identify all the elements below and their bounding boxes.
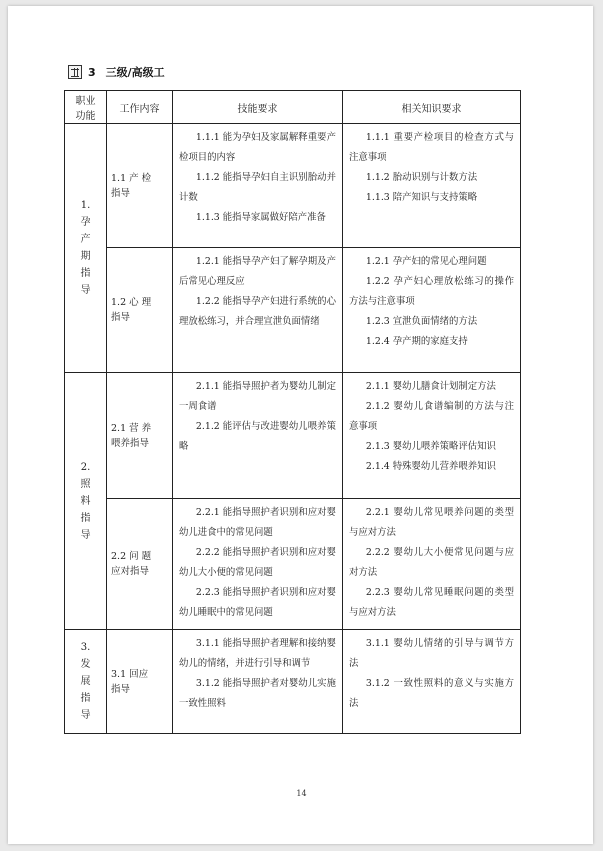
knowledge-item: 1.2.4 孕产期的家庭支持 (365, 336, 468, 347)
table-icon (68, 65, 82, 79)
work-content-cell: 1.1 产 检 指导 (107, 124, 173, 248)
skill-requirements-cell (173, 248, 343, 373)
knowledge-item: 2.2.1 婴幼儿常见喂养问题的类型与应对方法 (349, 507, 514, 538)
skill-item: 2.2.1 能指导照护者识别和应对婴幼儿进食中的常见问题 (179, 507, 336, 538)
knowledge-item: 2.1.3 婴幼儿喂养策略评估知识 (365, 441, 496, 452)
function-cell: 1. 孕 产 期 指 导 (65, 124, 107, 373)
function-cell: 3. 发 展 指 导 (65, 630, 107, 734)
table-body (65, 124, 521, 734)
table-row (65, 630, 521, 734)
skill-item: 3.1.1 能指导照护者理解和接纳婴幼儿的情绪，并进行引导和调节 (179, 638, 336, 669)
skill-item: 2.1.2 能评估与改进婴幼儿喂养策略 (179, 421, 336, 452)
skill-item: 2.2.3 能指导照护者识别和应对婴幼儿睡眠中的常见问题 (179, 587, 336, 618)
knowledge-item: 1.2.3 宣泄负面情绪的方法 (365, 316, 478, 327)
knowledge-item: 3.1.2 一致性照料的意义与实施方法 (349, 678, 514, 709)
skill-item: 1.1.1 能为孕妇及家属解释重要产检项目的内容 (179, 132, 336, 163)
table-row (65, 499, 521, 630)
knowledge-requirements-cell (343, 630, 521, 734)
header-skills: 技能要求 (173, 91, 343, 124)
skill-item: 1.2.1 能指导孕产妇了解孕期及产后常见心理反应 (179, 256, 336, 287)
skills-table (64, 90, 521, 734)
skill-item: 1.2.2 能指导孕产妇进行系统的心理放松练习，并合理宣泄负面情绪 (179, 296, 336, 327)
knowledge-item: 3.1.1 婴幼儿情绪的引导与调节方法 (349, 638, 514, 669)
knowledge-requirements-cell (343, 248, 521, 373)
function-cell: 2. 照 料 指 导 (65, 373, 107, 630)
table-row (65, 248, 521, 373)
page-number: 14 (296, 789, 307, 798)
header-knowledge: 相关知识要求 (343, 91, 521, 124)
knowledge-item: 1.2.2 孕产妇心理放松练习的操作方法与注意事项 (349, 276, 514, 307)
table-row (65, 373, 521, 499)
knowledge-item: 2.1.2 婴幼儿食谱编制的方法与注意事项 (349, 401, 514, 432)
section-heading (68, 62, 165, 82)
skill-item: 2.2.2 能指导照护者识别和应对婴幼儿大小便的常见问题 (179, 547, 336, 578)
knowledge-requirements-cell (343, 373, 521, 499)
knowledge-item: 1.1.1 重要产检项目的检查方式与注意事项 (349, 132, 514, 163)
skill-item: 2.1.1 能指导照护者为婴幼儿制定一周食谱 (179, 381, 336, 412)
knowledge-item: 1.2.1 孕产妇的常见心理问题 (365, 256, 487, 267)
skill-item: 1.1.3 能指导家属做好陪产准备 (195, 212, 326, 223)
skill-item: 1.1.2 能指导孕妇自主识别胎动并计数 (179, 172, 336, 203)
skill-requirements-cell (173, 373, 343, 499)
skill-requirements-cell (173, 124, 343, 248)
header-function: 职业 功能 (65, 91, 107, 124)
section-title: 三级/高级工 (105, 66, 165, 79)
work-content-cell: 3.1 回应 指导 (107, 630, 173, 734)
work-content-cell: 1.2 心 理 指导 (107, 248, 173, 373)
table-row (65, 124, 521, 248)
skill-item: 3.1.2 能指导照护者对婴幼儿实施一致性照料 (179, 678, 336, 709)
header-content: 工作内容 (107, 91, 173, 124)
knowledge-item: 1.1.3 陪产知识与支持策略 (365, 192, 478, 203)
knowledge-item: 2.1.4 特殊婴幼儿营养喂养知识 (365, 461, 496, 472)
skill-requirements-cell (173, 630, 343, 734)
work-content-cell: 2.1 营 养 喂养指导 (107, 373, 173, 499)
skill-requirements-cell (173, 499, 343, 630)
knowledge-requirements-cell (343, 499, 521, 630)
knowledge-requirements-cell (343, 124, 521, 248)
table-header-row (65, 91, 521, 124)
knowledge-item: 2.2.2 婴幼儿大小便常见问题与应对方法 (349, 547, 514, 578)
work-content-cell: 2.2 问 题 应对指导 (107, 499, 173, 630)
knowledge-item: 2.1.1 婴幼儿膳食计划制定方法 (365, 381, 496, 392)
section-number: 3 (88, 65, 96, 79)
knowledge-item: 1.1.2 胎动识别与计数方法 (365, 172, 478, 183)
knowledge-item: 2.2.3 婴幼儿常见睡眠问题的类型与应对方法 (349, 587, 514, 618)
